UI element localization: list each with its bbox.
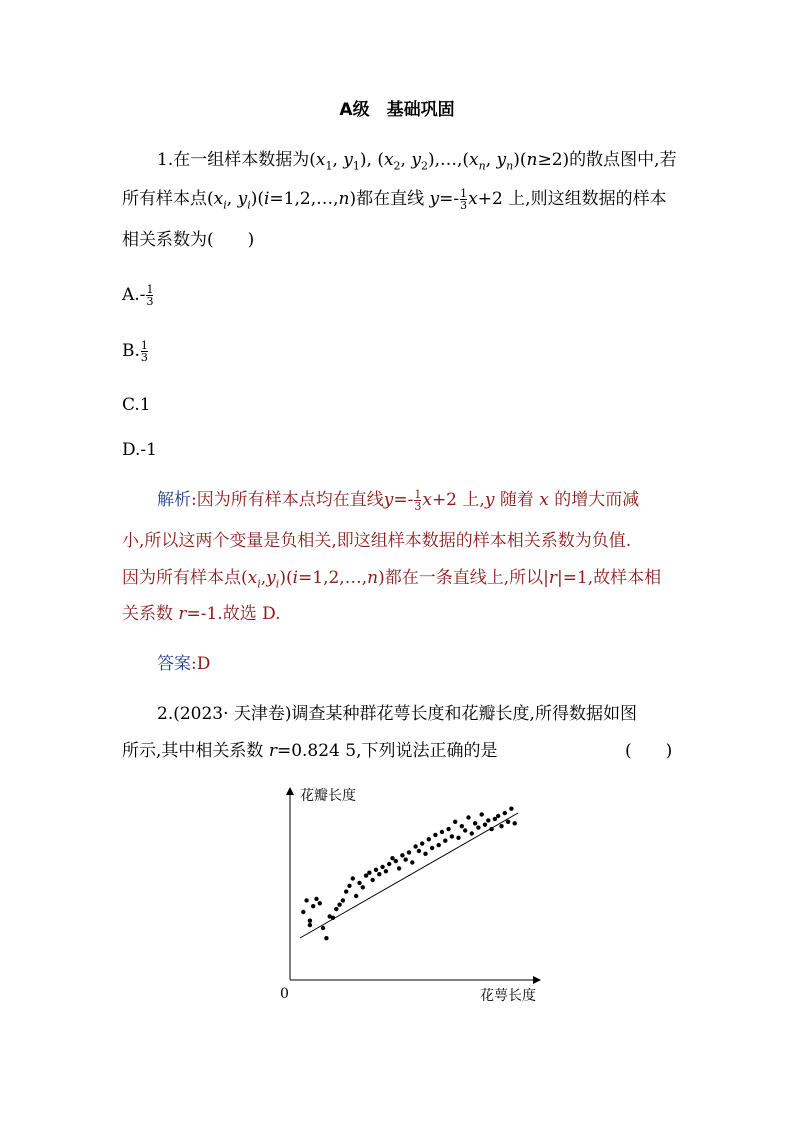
scatter-point [331, 916, 335, 920]
scatter-point [304, 898, 308, 902]
scatter-point [380, 865, 384, 869]
option-b: B. $\frac{1}{3}$ [122, 339, 148, 364]
scatter-point [347, 884, 351, 888]
scatter-point [456, 836, 460, 840]
scatter-point [427, 837, 431, 841]
scatter-point [377, 872, 381, 876]
scatter-point [489, 827, 493, 831]
scatter-point [450, 834, 454, 838]
scatter-point [437, 843, 441, 847]
scatter-chart [270, 780, 570, 1010]
scatter-point [308, 923, 312, 927]
x-axis-label: 花萼长度 [480, 988, 536, 1004]
analysis-line-2: 小,所以这两个变量是负相关,即这组样本数据的样本相关系数为负值. [122, 531, 632, 551]
section-title: A级 基础巩固 [339, 100, 455, 120]
option-d: D.-1 [122, 440, 157, 460]
scatter-point [390, 856, 394, 860]
scatter-point [493, 817, 497, 821]
scatter-point [407, 850, 411, 854]
y-axis-label: 花瓣长度 [300, 788, 356, 804]
scatter-point [410, 860, 414, 864]
scatter-point [404, 857, 408, 861]
scatter-point [420, 841, 424, 845]
scatter-point [341, 898, 345, 902]
q2-line-2: 所示,其中相关系数 r=0.824 5,下列说法正确的是 [122, 741, 498, 761]
scatter-point [443, 839, 447, 843]
scatter-point [473, 821, 477, 825]
origin-label: 0 [280, 986, 289, 1002]
scatter-point [483, 823, 487, 827]
scatter-point [367, 871, 371, 875]
analysis-line-4: 关系数 r=-1.故选 D. [122, 604, 281, 624]
q1-line-2: 所有样本点($x_i$, $y_i)(i=1,2,\dots,n)$都在直线 y=- $\frac{1}{3}$ x+2 上,则这组数据的样本 [122, 187, 667, 212]
scatter-points [301, 807, 517, 941]
scatter-point [433, 833, 437, 837]
scatter-point [361, 885, 365, 889]
scatter-point [344, 889, 348, 893]
scatter-point [364, 873, 368, 877]
scatter-point [486, 818, 490, 822]
scatter-point [397, 866, 401, 870]
scatter-point [314, 897, 318, 901]
q2-answer-paren: ( ) [625, 741, 673, 761]
scatter-point [503, 811, 507, 815]
scatter-point [394, 859, 398, 863]
scatter-point [430, 846, 434, 850]
scatter-point [308, 919, 312, 923]
scatter-point [506, 820, 510, 824]
scatter-point [351, 876, 355, 880]
q2-line-1: 2.(2023· 天津卷)调查某种群花萼长度和花瓣长度,所得数据如图 [157, 704, 637, 724]
scatter-point [400, 853, 404, 857]
option-a: A.- $\frac{1}{3}$ [122, 283, 154, 308]
scatter-point [371, 878, 375, 882]
scatter-point [453, 820, 457, 824]
scatter-point [413, 844, 417, 848]
scatter-point [476, 825, 480, 829]
scatter-point [324, 936, 328, 940]
scatter-point [496, 814, 500, 818]
scatter-point [440, 830, 444, 834]
scatter-point [318, 901, 322, 905]
scatter-point [374, 868, 378, 872]
q1-line-1: 1.在一组样本数据为($x_1$, $y_1$), ($x_2$, $y_2),\dots,(x_n$, $y_n)(n\ge 2)$的散点图中,若 [157, 150, 677, 173]
scatter-point [354, 894, 358, 898]
scatter-point [513, 821, 517, 825]
option-c: C.1 [122, 395, 151, 415]
scatter-point [321, 926, 325, 930]
scatter-point [311, 904, 315, 908]
answer: 答案:D [157, 654, 211, 674]
scatter-point [387, 862, 391, 866]
scatter-point [463, 828, 467, 832]
scatter-point [509, 807, 513, 811]
scatter-point [417, 849, 421, 853]
fraction-one-third: $\frac{1}{3}$ [460, 187, 468, 212]
analysis-line-3: 因为所有样本点$(x_i,y_i)(i=1,2,\dots,n)$都在一条直线上,所以|r|=1,故样本相 [122, 568, 662, 591]
scatter-point [423, 852, 427, 856]
scatter-point [357, 881, 361, 885]
scatter-point [301, 910, 305, 914]
scatter-point [337, 903, 341, 907]
scatter-point [466, 815, 470, 819]
scatter-point [446, 827, 450, 831]
q1-line-3: 相关系数为( ) [122, 230, 255, 250]
scatter-point [334, 907, 338, 911]
analysis-line-1: 解析:因为所有样本点均在直线y=- $\frac{1}{3}$ x+2 上,y 随着 x 的增大而减 [157, 488, 640, 513]
scatter-point [384, 869, 388, 873]
scatter-point [499, 824, 503, 828]
scatter-point [460, 824, 464, 828]
scatter-point [480, 812, 484, 816]
scatter-point [470, 831, 474, 835]
